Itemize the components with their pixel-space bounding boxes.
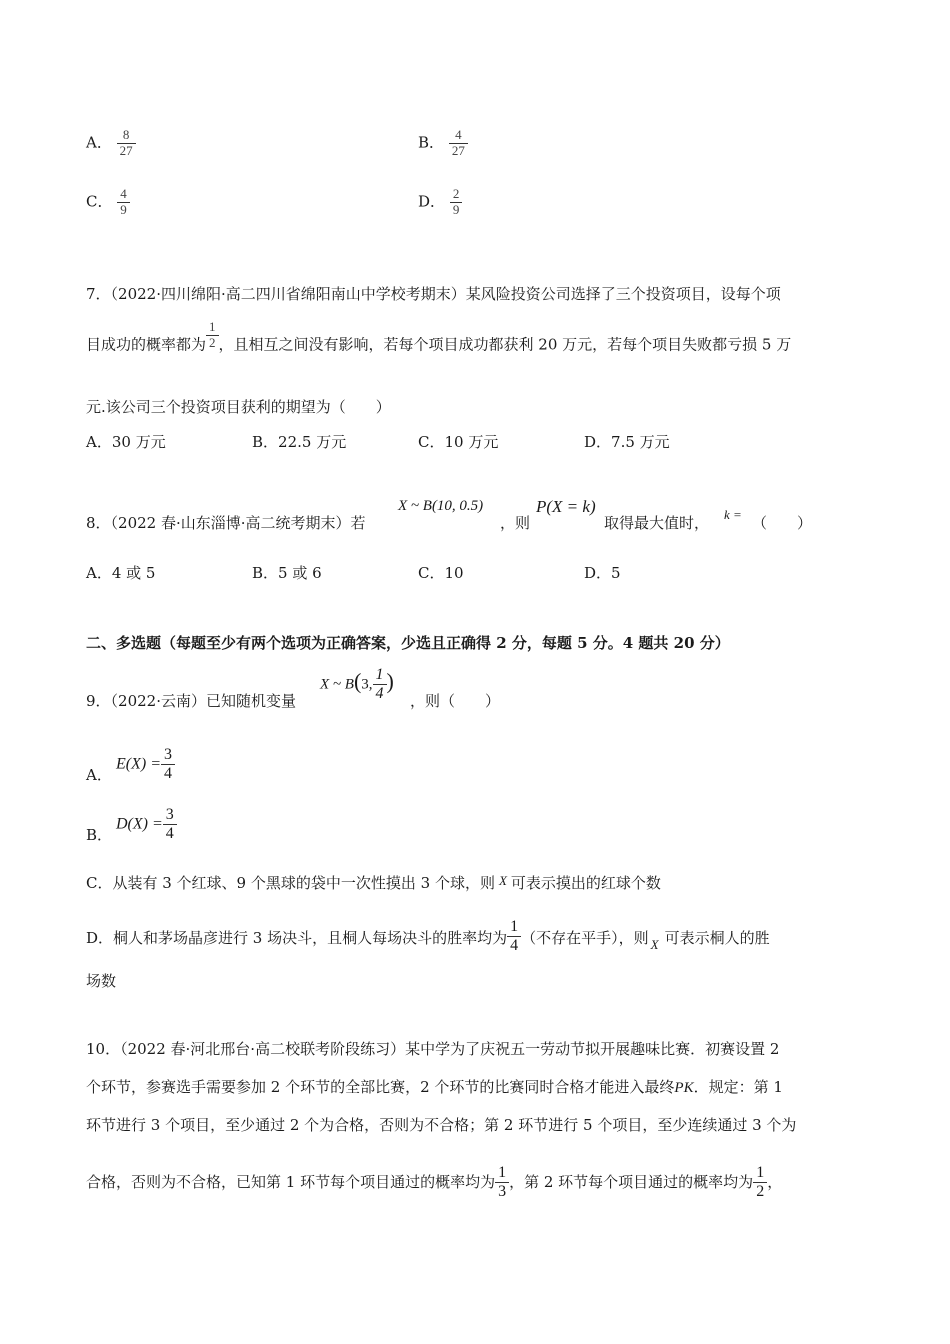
q6-option-a: A． $\frac{8}{27}$ <box>86 128 136 159</box>
section-heading: 二、多选题（每题至少有两个选项为正确答案，少选且正确得 2 分，每题 5 分。4 题共 20 分） <box>86 634 730 652</box>
q9-option-a-expr: E(X) = $\frac{3}{4}$ <box>116 746 175 784</box>
q9-distribution: X ~ B(3, $\frac{1}{4}$ ) <box>320 666 394 703</box>
q10-line2: 个环节，参赛选手需要参加 2 个环节的全部比赛，2 个环节的比赛同时合格才能进入最终PK．规定：第 1 <box>86 1078 783 1096</box>
q8-end: （ ） <box>752 514 813 532</box>
q9-option-a-label: A． <box>86 766 112 784</box>
q8-option-b: B．5 或 6 <box>252 564 322 582</box>
q7-option-a: A．30 万元 <box>86 433 166 451</box>
q7-option-b: B．22.5 万元 <box>252 433 347 451</box>
q8-mid: ，则 <box>500 514 531 532</box>
q8-k-equals: k = <box>724 507 742 522</box>
fraction: $\frac{1}{3}$ <box>495 1164 509 1202</box>
q7-line1: 7．（2022·四川绵阳·高二四川省绵阳南山中学校考期末）某风险投资公司选择了三个投资项目，设每个项 <box>86 285 781 303</box>
fraction: $\frac{3}{4}$ <box>163 806 177 844</box>
fraction: $\frac{1}{4}$ <box>507 918 521 956</box>
q10-line1: 10．（2022 春·河北邢台·高二校联考阶段练习）某中学为了庆祝五一劳动节拟开展趣味比赛．初赛设置 2 <box>86 1040 780 1058</box>
q8-prefix: 8．（2022 春·山东淄博·高二统考期末）若 <box>86 514 366 532</box>
q8-probability: P(X = k) <box>536 497 596 516</box>
q6-option-d: D． $\frac{2}{9}$ <box>418 187 462 218</box>
fraction: $\frac{1}{4}$ <box>373 666 387 704</box>
q9-suffix: ，则（ ） <box>410 692 501 710</box>
q8-option-a: A．4 或 5 <box>86 564 156 582</box>
q8-suffix: 取得最大值时， <box>604 514 710 532</box>
q7-option-d: D．7.5 万元 <box>584 433 670 451</box>
q9-option-d: D．桐人和茅场晶彦进行 3 场决斗，且桐人每场决斗的胜率均为 $\frac{1}{4}$ （不存在平手），则 X 可表示桐人的胜 <box>86 918 770 955</box>
q8-option-c: C．10 <box>418 564 464 582</box>
fraction: $\frac{1}{2}$ <box>753 1164 767 1202</box>
fraction: $\frac{4}{27}$ <box>449 128 468 159</box>
q9-option-b-label: B． <box>86 826 113 844</box>
fraction: $\frac{2}{9}$ <box>450 187 463 218</box>
q6-option-c: C． $\frac{4}{9}$ <box>86 187 130 218</box>
q10-line4: 合格，否则为不合格，已知第 1 环节每个项目通过的概率均为 $\frac{1}{3}$ ，第 2 环节每个项目通过的概率均为 $\frac{1}{2}$ ， <box>86 1164 783 1201</box>
q9-option-c: C．从装有 3 个红球、9 个黑球的袋中一次性摸出 3 个球，则 X 可表示摸出的红球个数 <box>86 873 661 892</box>
q8-distribution: X ~ B(10, 0.5) <box>398 498 484 514</box>
q6-option-b: B． $\frac{4}{27}$ <box>418 128 468 159</box>
fraction: $\frac{4}{9}$ <box>117 187 130 218</box>
q7-line3: 元.该公司三个投资项目获利的期望为（ ） <box>86 398 391 416</box>
q7-line2: 目成功的概率都为 $\frac{1}{2}$ ，且相互之间没有影响，若每个项目成功都获利 20 万元，若每个项目失败都亏损 5 万 <box>86 319 792 354</box>
fraction: $\frac{1}{2}$ <box>206 320 219 351</box>
q9-option-d-line2: 场数 <box>86 972 117 990</box>
q10-line3: 环节进行 3 个项目，至少通过 2 个为合格，否则为不合格；第 2 环节进行 5 个项目，至少连续通过 3 个为 <box>86 1116 797 1134</box>
fraction: $\frac{8}{27}$ <box>117 128 136 159</box>
fraction: $\frac{3}{4}$ <box>161 746 175 784</box>
q9-prefix: 9．（2022·云南）已知随机变量 <box>86 692 296 710</box>
q9-option-b-expr: D(X) = $\frac{3}{4}$ <box>116 806 177 844</box>
q7-option-c: C．10 万元 <box>418 433 499 451</box>
q8-option-d: D．5 <box>584 564 621 582</box>
